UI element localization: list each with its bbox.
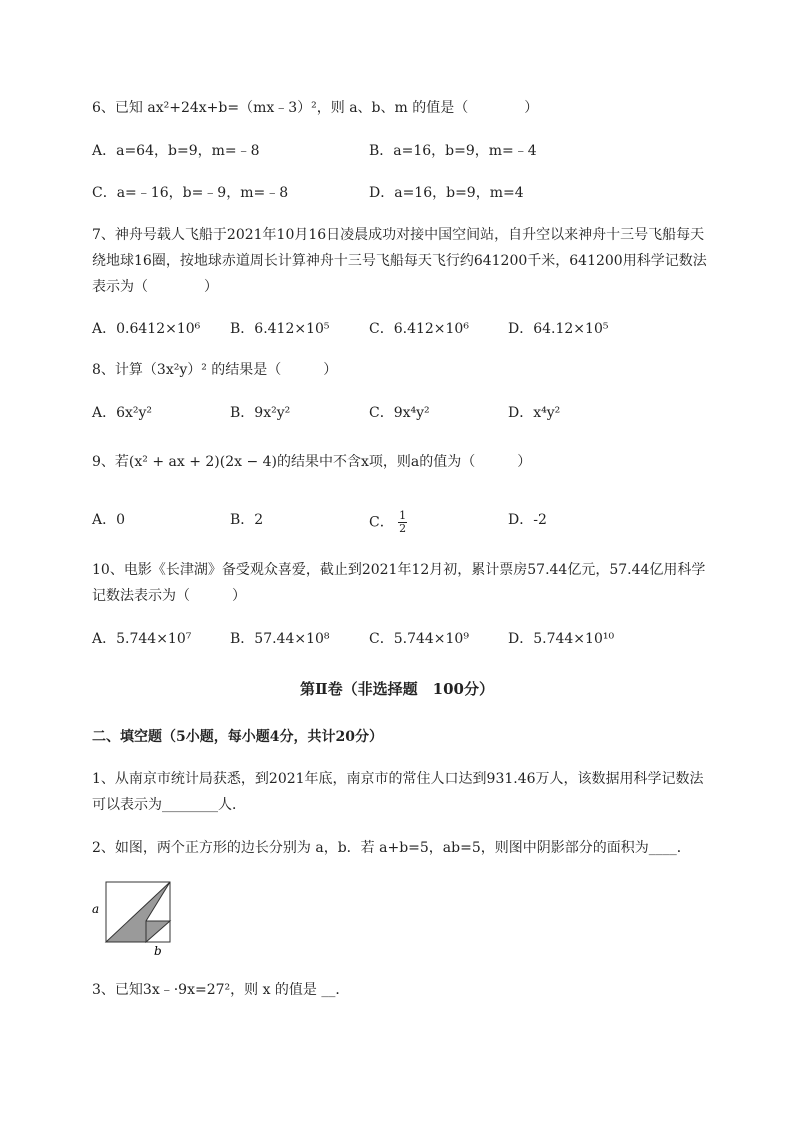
question-7-option-b: B．6.412×10⁵ <box>230 321 330 337</box>
question-7-line-2: 绕地球16圈，按地球赤道周长计算神舟十三号飞船每天飞行约641200千米，641200用科学记数法 <box>92 253 707 269</box>
question-9-stem: 9、若(x² + ax + 2)(2x − 4)的结果中不含x项，则a的值为（ ） <box>92 454 532 470</box>
question-8-stem: 8、计算（3x²y）² 的结果是（ ） <box>92 362 338 378</box>
question-9-option-c <box>369 510 407 535</box>
fraction-denominator: 2 <box>399 522 407 535</box>
question-9-option-b: B．2 <box>230 512 264 528</box>
shaded-region-small <box>146 921 170 942</box>
question-8-option-a: A．6x²y² <box>92 405 153 421</box>
question-8-option-d: D．x⁴y² <box>508 405 561 421</box>
fill-question-2-stem: 2、如图，两个正方形的边长分别为 a，b．若 a+b=5，ab=5，则图中阴影部分的面积为____． <box>92 840 691 856</box>
part-2-heading: 第Ⅱ卷（非选择题 100分） <box>300 680 494 698</box>
question-7-line-1: 7、神舟号载人飞船于2021年10月16日凌晨成功对接中国空间站，自升空以来神舟十三号飞船每天 <box>92 227 705 243</box>
question-9-option-d: D．-2 <box>508 512 547 528</box>
side-label-b: b <box>154 944 162 958</box>
question-9-option-c-label: C． <box>369 514 394 531</box>
side-label-a: a <box>92 902 100 916</box>
question-8-option-c: C．9x⁴y² <box>369 405 430 421</box>
shaded-region-large <box>106 882 170 942</box>
question-6-option-b: B．a=16，b=9，m=﹣4 <box>369 143 537 159</box>
question-7-option-d: D．64.12×10⁵ <box>508 321 609 337</box>
question-9-option-a: A．0 <box>92 512 126 528</box>
question-10-option-d: D．5.744×10¹⁰ <box>508 631 615 647</box>
question-7-option-a: A．0.6412×10⁶ <box>92 321 201 337</box>
fraction-numerator: 1 <box>399 509 407 522</box>
question-6-stem: 6、已知 ax²+24x+b=（mx﹣3）²，则 a、b、m 的值是（ ） <box>92 100 539 116</box>
fill-question-3-stem: 3、已知3x﹣·9x=27²，则 x 的值是 __． <box>92 982 350 998</box>
question-6-option-a: A．a=64，b=9，m=﹣8 <box>92 143 260 159</box>
question-10-option-a: A．5.744×10⁷ <box>92 631 192 647</box>
section-2-title: 二、填空题（5小题，每小题4分，共计20分） <box>92 729 383 745</box>
question-7-line-3: 表示为（ ） <box>92 279 218 295</box>
question-10-option-b: B．57.44×10⁸ <box>230 631 330 647</box>
fraction-one-half <box>398 510 407 535</box>
fill-question-1-line-1: 1、从南京市统计局获悉，到2021年底，南京市的常住人口达到931.46万人，该数据用科学记数法 <box>92 771 704 787</box>
question-8-option-b: B．9x²y² <box>230 405 291 421</box>
question-6-option-d: D．a=16，b=9，m=4 <box>369 185 524 201</box>
fill-question-1-line-2: 可以表示为________人． <box>92 797 246 813</box>
question-10-option-c: C．5.744×10⁹ <box>369 631 469 647</box>
question-10-line-2: 记数法表示为（ ） <box>92 588 246 604</box>
question-6-option-c: C．a=﹣16，b=﹣9，m=﹣8 <box>92 185 289 201</box>
two-squares-figure <box>90 880 190 960</box>
question-7-option-c: C．6.412×10⁶ <box>369 321 469 337</box>
question-10-line-1: 10、电影《长津湖》备受观众喜爱，截止到2021年12月初，累计票房57.44亿元，57.44亿用科学 <box>92 562 706 578</box>
